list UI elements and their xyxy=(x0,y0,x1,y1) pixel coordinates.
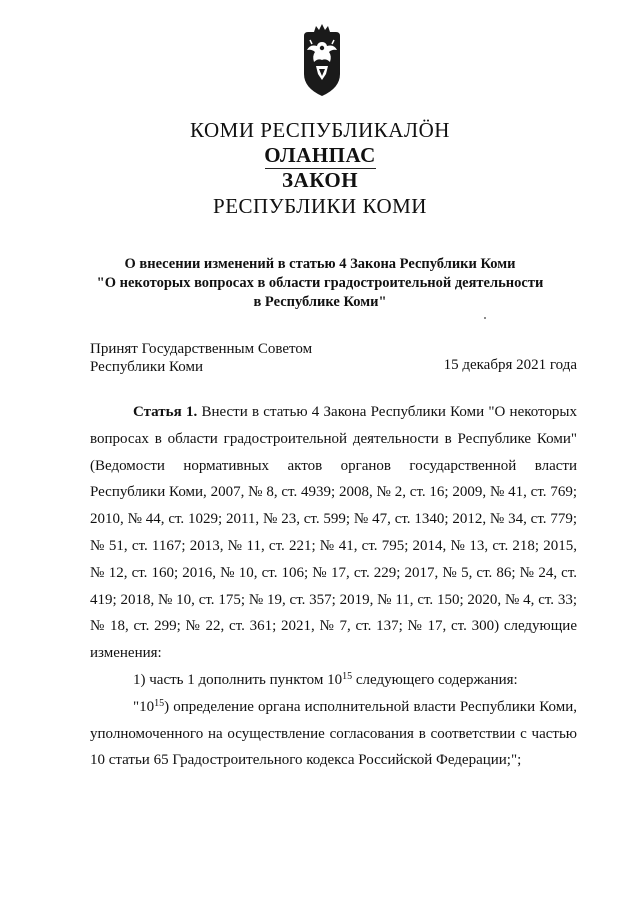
republic-komi-lang-title: КОМИ РЕСПУБЛИКАЛÖН xyxy=(190,118,450,142)
item-1-paragraph xyxy=(90,667,577,694)
law-body xyxy=(90,399,577,774)
subject-line-1: О внесении изменений в статью 4 Закона Республики Коми xyxy=(124,256,516,272)
article-label: Статья 1. xyxy=(133,404,198,420)
adoption-date: 15 декабря 2021 года xyxy=(443,357,577,373)
quote-pre: "10 xyxy=(133,698,155,715)
item-1-post: следующего содержания: xyxy=(352,671,518,688)
adopted-by-line-1: Принят Государственным Советом xyxy=(90,341,313,357)
adoption-info xyxy=(90,340,312,376)
republic-komi-ru-title: РЕСПУБЛИКИ КОМИ xyxy=(213,194,427,218)
zakon-title: ЗАКОН xyxy=(281,168,359,192)
subject-line-3: в Республике Коми" xyxy=(253,294,387,310)
olanpas-title: ОЛАНПАС xyxy=(264,143,376,167)
quote-sup: 15 xyxy=(154,697,165,709)
scan-speck xyxy=(484,317,486,319)
quoted-point-paragraph xyxy=(90,694,577,774)
article-1-paragraph xyxy=(90,399,577,667)
item-1-pre: 1) часть 1 дополнить пунктом 10 xyxy=(133,671,343,688)
article-text: Внести в статью 4 Закона Республики Коми "О некоторых вопросах в области градостроительной деятельности в Республике Коми" (Ведомости нормативных актов органов государственной власти Республики Коми, 2007, № 8, ст. 4939; 2008, № 2, ст. 16; 2009, № 41, ст. 769; 2010, № 44, ст. 1029; 2011, № 23, ст. 599; № 47, ст. 1340; 2012, № 34, ст. 779; № 51, ст. 1167; 2013, № 11, ст. 221; № 41, ст. 795; 2014, № 13, ст. 218; 2015, № 12, ст. 160; 2016, № 10, ст. 106; № 17, ст. 229; 2017, № 5, ст. 86; № 24, ст. 419; 2018, № 10, ст. 175; № 19, ст. 357; 2019, № 11, ст. 150; 2020, № 4, ст. 33; № 18, ст. 299; № 22, ст. 361; 2021, № 7, ст. 137; № 17, ст. 300) следующие изменения: xyxy=(90,404,577,662)
quote-text: ) определение органа исполнительной власти Республики Коми, уполномоченного на осуществление согласования в соответствии с частью 10 статьи 65 Градостроительного кодекса Российской Федерации;"; xyxy=(90,698,577,769)
subject-line-2: "О некоторых вопросах в области градостроительной деятельности xyxy=(96,275,544,291)
adopted-by-line-2: Республики Коми xyxy=(90,359,203,375)
item-1-sup: 15 xyxy=(342,670,353,682)
law-subject-heading xyxy=(0,255,640,312)
coat-of-arms-emblem xyxy=(300,22,344,98)
